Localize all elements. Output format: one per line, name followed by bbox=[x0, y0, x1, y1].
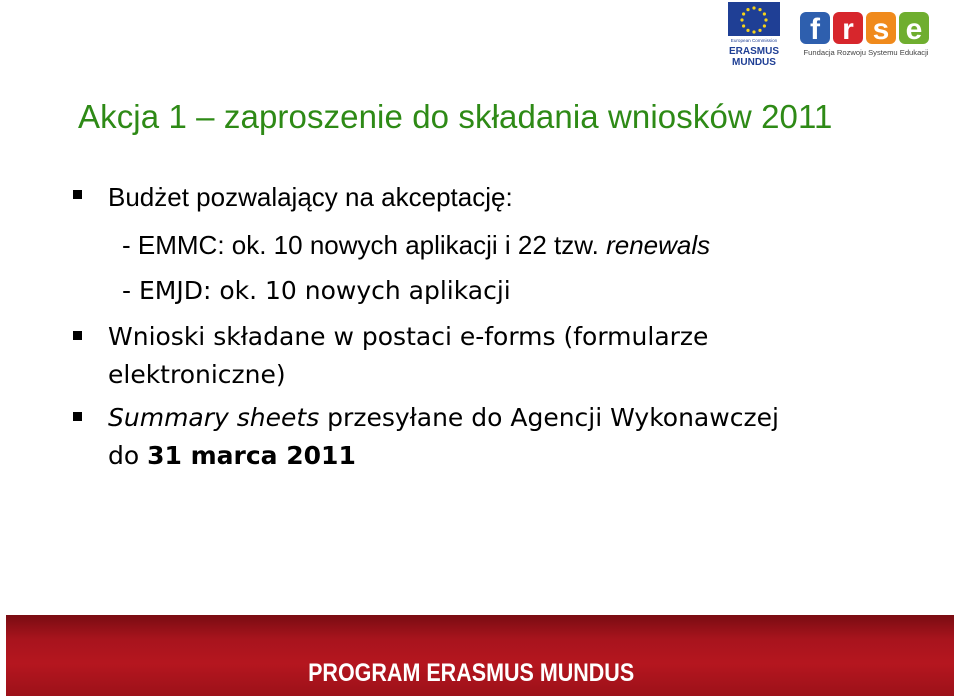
svg-text:f: f bbox=[810, 13, 820, 46]
sub-item-emjd: - EMJD: ok. 10 nowych aplikacji bbox=[122, 276, 511, 305]
summary-sheets-term: Summary sheets bbox=[108, 403, 320, 432]
frse-caption: Fundacja Rozwoju Systemu Edukacji bbox=[803, 48, 929, 57]
summary-sheets-rest: przesyłane do Agencji Wykonawczej bbox=[327, 403, 779, 432]
renewals-term: renewals bbox=[606, 230, 711, 260]
bullet-eforms-line1: Wnioski składane w postaci e-forms (formularze bbox=[108, 322, 709, 351]
bullet-square-icon bbox=[73, 190, 82, 199]
bullet-square-icon bbox=[73, 412, 82, 421]
deadline-date: 31 marca 2011 bbox=[147, 441, 356, 470]
svg-text:s: s bbox=[872, 13, 890, 46]
bullet-eforms-line2: elektroniczne) bbox=[108, 360, 286, 389]
sub-item-emmc bbox=[122, 230, 710, 261]
footer-bar bbox=[6, 615, 954, 696]
frse-letters bbox=[800, 12, 929, 46]
svg-text:r: r bbox=[842, 13, 854, 46]
sub-item-emmc-text: - EMMC: ok. 10 nowych aplikacji i 22 tzw. bbox=[122, 230, 599, 260]
frse-logo bbox=[798, 8, 934, 58]
erasmus-mundus-logo bbox=[726, 2, 782, 68]
bullet-budget: Budżet pozwalający na akceptację: bbox=[108, 182, 513, 212]
svg-text:e: e bbox=[905, 13, 923, 46]
footer-program-name: PROGRAM ERASMUS MUNDUS bbox=[307, 659, 634, 687]
bullet-square-icon bbox=[73, 331, 82, 340]
mundus-word: MUNDUS bbox=[732, 57, 776, 68]
deadline-prefix: do bbox=[108, 441, 140, 470]
eu-caption: European Commission bbox=[730, 38, 778, 43]
slide-title: Akcja 1 – zaproszenie do składania wniosków 2011 bbox=[78, 98, 833, 135]
bullet-summary-line1 bbox=[108, 403, 779, 432]
erasmus-word: ERASMUS bbox=[728, 46, 780, 57]
bullet-summary-line2 bbox=[108, 441, 356, 470]
